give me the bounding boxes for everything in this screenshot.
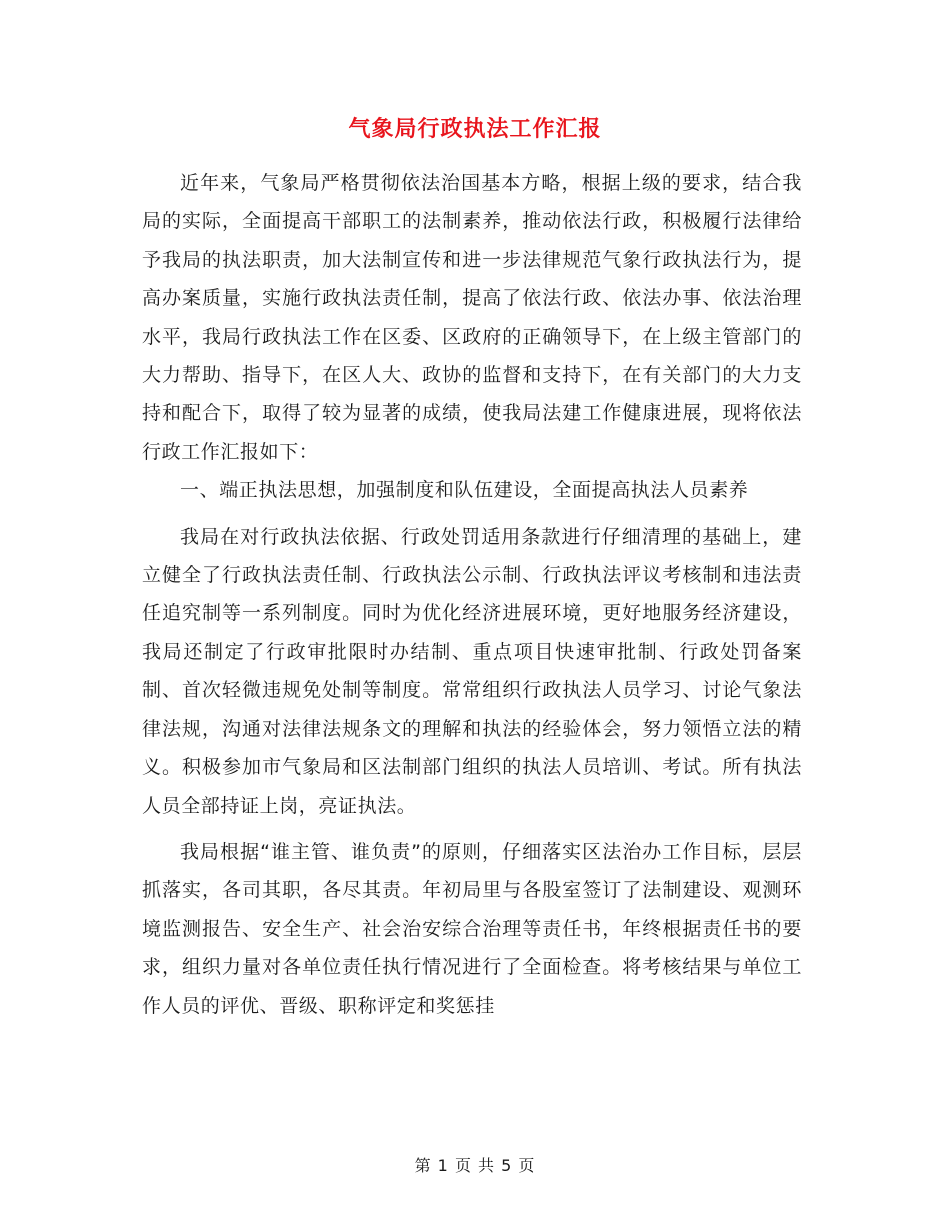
document-body	[142, 164, 802, 1025]
paragraph-intro: 近年来，气象局严格贯彻依法治国基本方略，根据上级的要求，结合我局的实际，全面提高干部职工的法制素养，推动依法行政，积极履行法律给予我局的执法职责，加大法制宣传和进一步法律规范气象行政执法行为，提高办案质量，实施行政执法责任制，提高了依法行政、依法办事、依法治理水平，我局行政执法工作在区委、区政府的正确领导下，在上级主管部门的大力帮助、指导下，在区人大、政协的监督和支持下，在有关部门的大力支持和配合下，取得了较为显著的成绩，使我局法建工作健康进展，现将依法行政工作汇报如下：	[142, 172, 802, 463]
paragraph-responsibility: 我局根据“谁主管、谁负责”的原则，仔细落实区法治办工作目标，层层抓落实，各司其职，各尽其责。年初局里与各股室签订了法制建设、观测环境监测报告、安全生产、社会治安综合治理等责任书，年终根据责任书的要求，组织力量对各单位责任执行情况进行了全面检查。将考核结果与单位工作人员的评优、晋级、职称评定和奖惩挂	[142, 840, 802, 1017]
section-heading-1: 一、端正执法思想，加强制度和队伍建设，全面提高执法人员素养	[180, 479, 749, 502]
document-title: 气象局行政执法工作汇报	[348, 117, 602, 142]
page-number-footer: 第 1 页 共 5 页	[414, 1156, 536, 1175]
paragraph-system-building: 我局在对行政执法依据、行政处罚适用条款进行仔细清理的基础上，建立健全了行政执法责任制、行政执法公示制、行政执法评议考核制和违法责任追究制等一系列制度。同时为优化经济进展环境，更好地服务经济建设，我局还制定了行政审批限时办结制、重点项目快速审批制、行政处罚备案制、首次轻微违规免处制等制度。常常组织行政执法人员学习、讨论气象法律法规，沟通对法律法规条文的理解和执法的经验体会，努力领悟立法的精义。积极参加市气象局和区法制部门组织的执法人员培训、考试。所有执法人员全部持证上岗，亮证执法。	[142, 525, 802, 817]
